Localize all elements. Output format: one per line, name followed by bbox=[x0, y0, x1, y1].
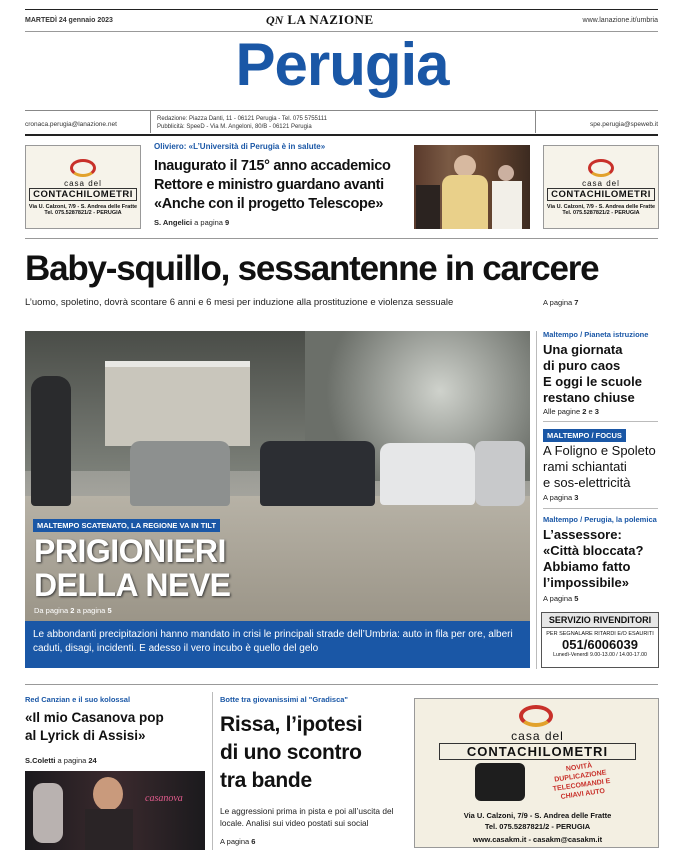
lead-page bbox=[543, 298, 578, 307]
page-number: 5 bbox=[574, 594, 579, 603]
headline-line: DELLA NEVE bbox=[34, 567, 231, 603]
bottom-mid-summary: Le aggressioni prima in pista e poi all’uscita del locale. Analisi sui video postati sui social bbox=[220, 806, 394, 828]
page-prefix: A pagina bbox=[543, 594, 573, 603]
page-number: 9 bbox=[225, 218, 230, 227]
page-prefix: Da pagina bbox=[34, 606, 69, 615]
page-prefix: Alle pagine bbox=[543, 407, 581, 416]
servizio-rivenditori-box bbox=[541, 612, 659, 668]
page-mid: e bbox=[588, 407, 593, 416]
ad-line3: Via U. Calzoni, 7/9 - S. Andrea delle Fratte bbox=[28, 203, 138, 210]
page-number: 3 bbox=[574, 493, 579, 502]
lead-summary: L’uomo, spoletino, dovrà scontare 6 anni e 6 mesi per induzione alla prostituzione e violenza sessuale bbox=[25, 297, 454, 308]
casanova-photo bbox=[25, 771, 205, 850]
servizio-phone[interactable]: 051/6006039 bbox=[562, 637, 638, 652]
page-number: 24 bbox=[88, 756, 97, 765]
ad-line2: CONTACHILOMETRI bbox=[29, 188, 137, 201]
email-left[interactable]: cronaca.perugia@lanazione.net bbox=[25, 121, 117, 128]
photo-story-caption: Le abbondanti precipitazioni hanno mandato in crisi le principali strade dell’Umbria: auto in fila per ore, alberi caduti, disagi, incidenti. E adesso il vero incubo è quello del gelo bbox=[25, 621, 530, 668]
headline-line: rami schiantati bbox=[543, 459, 627, 474]
author: S. Angelici bbox=[154, 218, 193, 227]
ad-logo-icon bbox=[70, 159, 96, 177]
headline-line: L’assessore: bbox=[543, 527, 622, 542]
page-from: 2 bbox=[70, 606, 75, 615]
side-story1-headline[interactable] bbox=[543, 342, 642, 406]
brand-name: LA NAZIONE bbox=[287, 12, 374, 27]
headline-line: di puro caos bbox=[543, 358, 621, 373]
side-story1-pages bbox=[543, 407, 599, 416]
side-story3-tag: Maltempo / Perugia, la polemica bbox=[543, 515, 657, 524]
lead-headline[interactable]: Baby-squillo, sessantenne in carcere bbox=[25, 249, 599, 288]
photo-story-headline[interactable] bbox=[34, 534, 231, 602]
side-story3-pages bbox=[543, 594, 578, 603]
page-prefix: a pagina bbox=[194, 218, 223, 227]
ad-promo: NOVITÀ DUPLICAZIONE TELECOMANDI E CHIAVI AUTO bbox=[552, 762, 611, 801]
ad-contachilometri-left[interactable] bbox=[25, 145, 141, 229]
headline-line: tra bande bbox=[220, 769, 312, 792]
email-right[interactable]: spe.perugia@speweb.it bbox=[589, 121, 658, 128]
ad-logo-icon bbox=[588, 159, 614, 177]
top-story-headline[interactable] bbox=[154, 157, 391, 214]
headline-line: al Lyrick di Assisi» bbox=[25, 728, 146, 743]
bottom-left-headline[interactable] bbox=[25, 709, 164, 745]
ad-line4: Tel. 075.5287821/2 - PERUGIA bbox=[44, 209, 122, 216]
page-number: 7 bbox=[574, 298, 579, 307]
headline-line: l’impossibile» bbox=[543, 575, 629, 590]
newspaper-brand bbox=[266, 12, 374, 28]
redazione-info: Redazione: Piazza Danti, 11 - 06121 Perugia - Tel. 075 5755111 bbox=[157, 116, 328, 122]
ad-line2: CONTACHILOMETRI bbox=[439, 743, 636, 760]
bottom-mid-tag: Botte tra giovanissimi al "Gradisca" bbox=[220, 695, 348, 704]
side-story2-pages bbox=[543, 493, 578, 502]
ad-tel: Tel. 075.5287821/2 - PERUGIA bbox=[484, 822, 591, 831]
side-story1-tag: Maltempo / Pianeta istruzione bbox=[543, 330, 649, 339]
ad-address: Via U. Calzoni, 7/9 - S. Andrea delle Fratte bbox=[463, 811, 612, 820]
page-a: 2 bbox=[582, 407, 587, 416]
bottom-left-byline bbox=[25, 756, 97, 765]
ad-logo-icon bbox=[519, 705, 553, 727]
brand-badge: QN bbox=[266, 12, 284, 27]
headline-line: di uno scontro bbox=[220, 741, 362, 764]
headline-line: «Anche con il progetto Telescope» bbox=[154, 196, 384, 212]
headline-line: E oggi le scuole bbox=[543, 374, 642, 389]
page-prefix: A pagina bbox=[220, 837, 250, 846]
ad-contachilometri-big[interactable] bbox=[414, 698, 659, 848]
casanova-logo-text: casanova bbox=[145, 793, 183, 804]
page-b: 3 bbox=[594, 407, 599, 416]
headline-line: «Il mio Casanova pop bbox=[25, 710, 164, 725]
headline-line: Inaugurato il 715° anno accademico bbox=[154, 158, 391, 174]
headline-line: Una giornata bbox=[543, 342, 623, 357]
ad-contachilometri-right[interactable] bbox=[543, 145, 659, 229]
ad-line1: casa del bbox=[582, 178, 620, 188]
top-story-tag: Oliviero: «L’Università di Perugia è in salute» bbox=[154, 142, 326, 151]
headline-line: «Città bloccata? bbox=[543, 543, 644, 558]
site-url[interactable]: www.lanazione.it/umbria bbox=[582, 17, 658, 24]
city-title: Perugia bbox=[235, 31, 449, 98]
ad-line2: CONTACHILOMETRI bbox=[547, 188, 655, 201]
page-prefix: A pagina bbox=[543, 298, 573, 307]
ad-line1: casa del bbox=[511, 729, 564, 743]
page-prefix: a pagina bbox=[57, 756, 87, 765]
bottom-left-tag: Red Canzian e il suo kolossal bbox=[25, 695, 131, 704]
page-mid: a pagina bbox=[76, 606, 106, 615]
photo-story-pages bbox=[34, 606, 112, 615]
headline-line: e sos-elettricità bbox=[543, 475, 631, 490]
servizio-sub: PER SEGNALARE RITARDI E/O ESAURITI bbox=[546, 631, 654, 637]
bottom-mid-headline[interactable] bbox=[220, 711, 362, 795]
side-story2-tag: MALTEMPO / FOCUS bbox=[543, 429, 626, 442]
headline-line: Abbiamo fatto bbox=[543, 559, 631, 574]
university-photo bbox=[414, 145, 530, 229]
ad-line3: Via U. Calzoni, 7/9 - S. Andrea delle Fratte bbox=[546, 203, 656, 210]
servizio-hours: Lunedì-Venerdì 9.00-13.00 / 14.00-17.00 bbox=[553, 652, 647, 658]
issue-date: MARTEDÌ 24 gennaio 2023 bbox=[25, 17, 113, 24]
servizio-title: SERVIZIO RIVENDITORI bbox=[542, 613, 658, 628]
page-number: 6 bbox=[251, 837, 256, 846]
top-story-byline bbox=[154, 218, 229, 227]
page-to: 5 bbox=[107, 606, 112, 615]
side-story3-headline[interactable] bbox=[543, 527, 643, 591]
headline-line: A Foligno e Spoleto bbox=[543, 443, 656, 458]
headline-line: restano chiuse bbox=[543, 390, 635, 405]
photo-story-tag: MALTEMPO SCATENATO, LA REGIONE VA IN TILT bbox=[33, 519, 220, 532]
side-story2-headline[interactable] bbox=[543, 443, 656, 491]
headline-line: Rissa, l’ipotesi bbox=[220, 713, 363, 736]
car-key-icon bbox=[475, 763, 525, 801]
pubblicita-info: Pubblicità: SpeeD - Via M. Angeloni, 80/B - 06121 Perugia bbox=[157, 124, 312, 130]
bottom-mid-page bbox=[220, 837, 255, 846]
ad-web[interactable]: www.casakm.it - casakm@casakm.it bbox=[472, 835, 603, 844]
author: S.Coletti bbox=[25, 756, 56, 765]
page-prefix: A pagina bbox=[543, 493, 573, 502]
ad-line4: Tel. 075.5287821/2 - PERUGIA bbox=[562, 209, 640, 216]
headline-line: Rettore e ministro guardano avanti bbox=[154, 177, 384, 193]
ad-line1: casa del bbox=[64, 178, 102, 188]
headline-line: PRIGIONIERI bbox=[34, 533, 226, 569]
